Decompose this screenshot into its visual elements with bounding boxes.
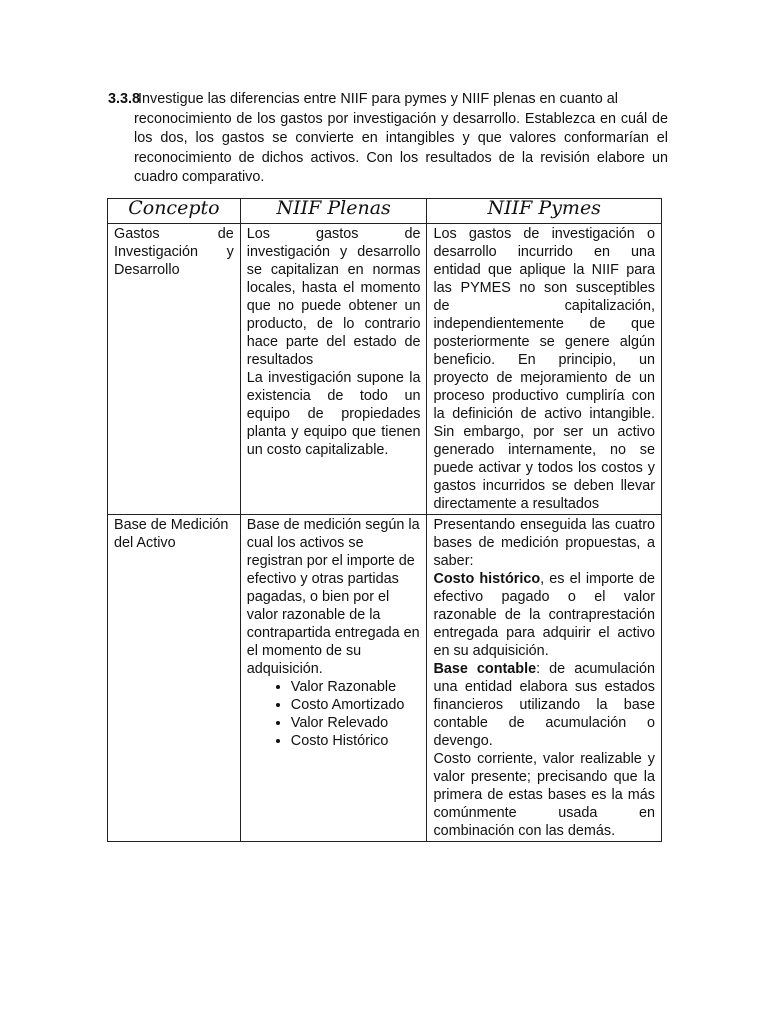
question-first-line (108, 90, 668, 110)
table-header-row (108, 199, 662, 224)
comparison-table (107, 198, 662, 842)
row2-plenas (240, 515, 427, 842)
row2-pymes-b2-text: : de acumulación una entidad elabora sus estados financieros utilizando la base contable de acumulación o devengo. (433, 661, 655, 749)
bullet-valor-razonable: • Valor Razonable (291, 678, 421, 696)
row1-plenas (240, 224, 427, 515)
question-text-rest: reconocimiento de los gastos por investigación y desarrollo. Establezca en cuál de los dos, los gastos se convierte en intangibles y que valores conformarían el reconocimiento de dichos activos. Con los resultados de la revisión elabore un cuadro comparativo. (134, 110, 668, 185)
bullet-costo-amortizado: • Costo Amortizado (291, 696, 421, 714)
row2-pymes (427, 515, 662, 842)
row1-plenas-p2: La investigación supone la existencia de todo un equipo de propiedades planta y equipo que tienen un costo capitalizable. (246, 370, 421, 458)
header-niif-plenas: NIIF Plenas (240, 199, 427, 224)
question-block (108, 90, 668, 188)
row1-pymes: Los gastos de investigación o desarrollo incurrido en una entidad que aplique la NIIF para las PYMES no son susceptibles de capitalización, independientemente de que posteriormente se genere algún beneficio. En principio, un proyecto de mejoramiento de un proceso productivo cumpliría con la definición de activo intangible. Sin embargo, por ser un activo generado internamente, no se puede activar y todos los costos y gastos incurridos se deben llevar directamente a resultados (427, 224, 662, 515)
question-text-first: Investigue las diferencias entre NIIF para pymes y NIIF plenas en cuanto al (138, 91, 618, 107)
bullet-costo-historico: • Costo Histórico (291, 732, 421, 750)
row1-plenas-p1: Los gastos de investigación y desarrollo se capitalizan en normas locales, hasta el momento que no puede obtener un producto, de lo contrario hace parte del estado de resultados (246, 226, 421, 368)
header-niif-pymes: NIIF Pymes (427, 199, 662, 224)
row2-pymes-b3: Costo corriente, valor realizable y valor presente; precisando que la primera de estas bases es la más comúnmente usada en combinación con las demás. (433, 751, 655, 839)
table-row (108, 515, 662, 842)
bullet-valor-relevado: • Valor Relevado (291, 714, 421, 732)
row2-pymes-intro: Presentando enseguida las cuatro bases de medición propuestas, a saber: (433, 517, 655, 569)
term-costo-historico: Costo histórico (433, 571, 541, 587)
row2-pymes-b1-text: , es el importe de efectivo pagado o el valor razonable de la contraprestación entregada para adquirir el activo en su adquisición. (433, 571, 655, 659)
row2-plenas-bullets (247, 678, 421, 750)
row2-plenas-text: Base de medición según la cual los activos se registran por el importe de efectivo y otras partidas pagadas, o bien por el valor razonable de la contrapartida entregada en el momento de su adquisición. (246, 517, 420, 677)
table-row (108, 224, 662, 515)
question-number: 3.3.8 (108, 91, 141, 107)
row2-concept: Base de Medición del Activo (108, 515, 241, 842)
row2-pymes-b2 (433, 660, 655, 750)
row2-pymes-b1 (433, 570, 655, 660)
header-concepto: Concepto (108, 199, 241, 224)
term-base-contable: Base contable (433, 661, 537, 677)
row1-concept: Gastos de Investigación y Desarrollo (108, 224, 241, 515)
